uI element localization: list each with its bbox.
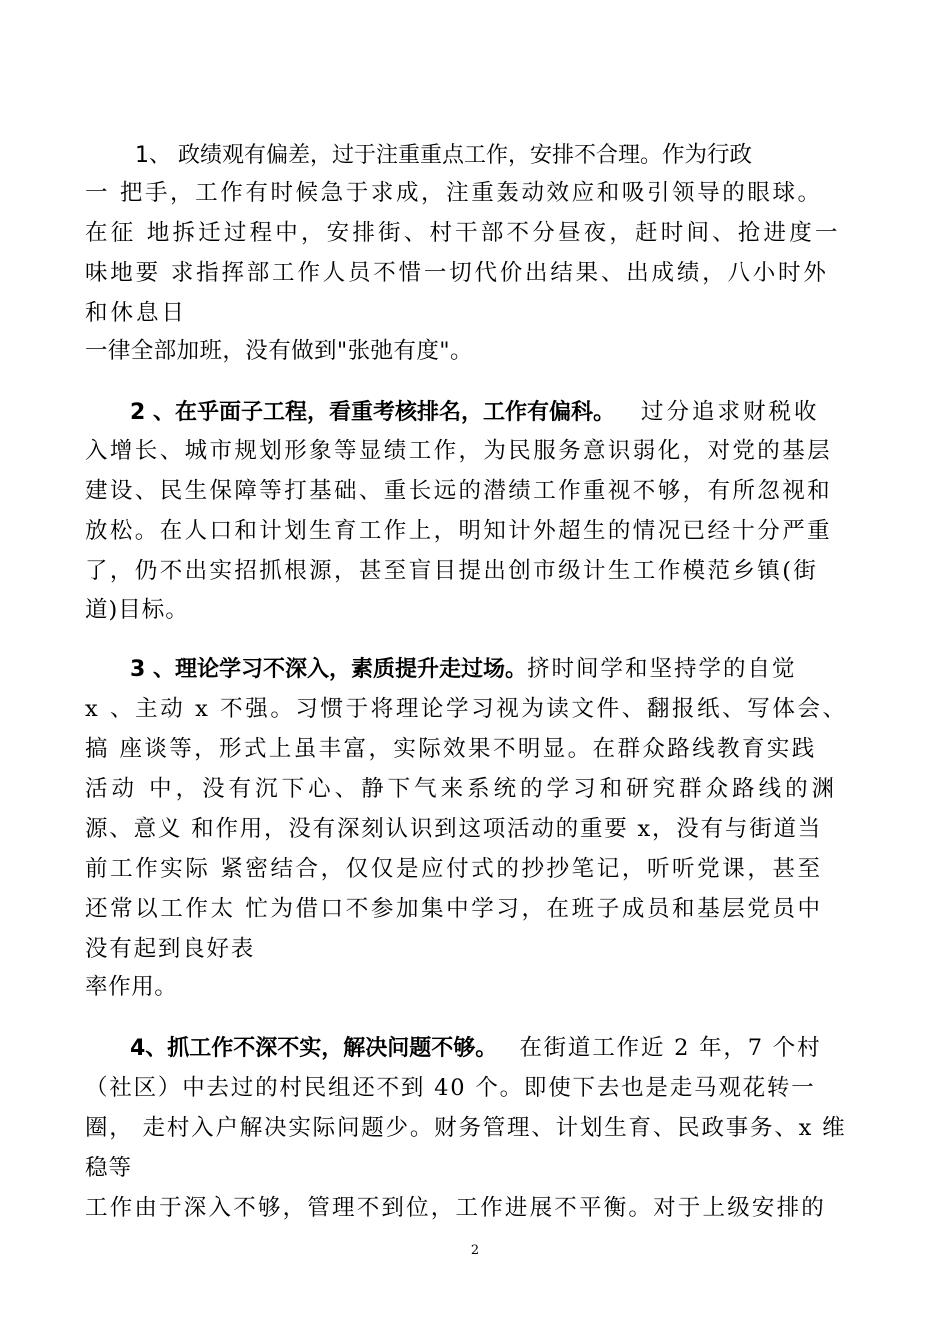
page-number: 2: [470, 1243, 480, 1258]
paragraph-3-line-7: 还常以工作太 忙为借口不参加集中学习，在班子成员和基层党员中: [85, 896, 823, 922]
paragraph-1-line-6: 一律全部加班，没有做到"张弛有度"。: [85, 338, 473, 364]
paragraph-3-line-6: 前工作实际 紧密结合，仅仅是应付式的抄抄笔记，听听党课，甚至: [85, 856, 823, 882]
paragraph-1-line-2: 一 把手，工作有时候急于求成，注重轰动效应和吸引领导的眼球。: [85, 180, 823, 206]
section-2-heading: 2 、在乎面子工程，看重考核排名，工作有偏科。: [130, 400, 615, 425]
paragraph-2-line-3: 建设、民生保障等打基础、重长远的潜绩工作重视不够，有所忽视和: [85, 478, 833, 504]
paragraph-1-line-5: 和休息日: [85, 300, 188, 326]
paragraph-3-line-4: 活动 中，没有沉下心、静下气来系统的学习和研究群众路线的渊: [85, 776, 839, 802]
paragraph-4-line-4: 稳等: [85, 1155, 133, 1181]
paragraph-2-line-1: [130, 395, 819, 429]
paragraph-1-line-1: [135, 138, 895, 172]
paragraph-3-line-9: 率作用。: [85, 974, 178, 1000]
paragraph-2-line-4: 放松。在人口和计划生育工作上，明知计外超生的情况已经十分严重: [85, 518, 833, 544]
paragraph-2-line-6: 道)目标。: [85, 597, 189, 623]
paragraph-3-line-2: x 、主动 x 不强。习惯于将理论学习视为读文件、翻报纸、写体会、: [85, 696, 848, 722]
paragraph-3-line-1: [130, 652, 796, 686]
paragraph-4-line-1: [130, 1031, 821, 1065]
paragraph-1-line-3: 在征 地拆迁过程中，安排街、村干部不分昼夜，赶时间、抢进度一: [85, 220, 841, 246]
paragraph-4-line-3: 圈， 走村入户解决实际问题少。财务管理、计划生育、民政事务、x 维: [85, 1115, 847, 1141]
section-4-text: 在街道工作近 2 年，7 个村: [519, 1035, 822, 1061]
section-2-text: 过分追求财税收: [640, 399, 820, 425]
paragraph-4-line-2: （社区）中去过的村民组还不到 40 个。即使下去也是走马观花转一: [85, 1075, 816, 1101]
paragraph-3-line-3: 搞 座谈等，形式上虽丰富，实际效果不明显。在群众路线教育实践: [85, 736, 817, 762]
paragraph-3-line-8: 没有起到良好表: [85, 936, 256, 962]
section-4-heading: 4、抓工作不深不实，解决问题不够。: [130, 1036, 498, 1061]
section-3-heading: 3 、理论学习不深入，素质提升走过场。: [130, 657, 527, 682]
paragraph-4-line-5: 工作由于深入不够，管理不到位，工作进展不平衡。对于上级安排的: [85, 1195, 827, 1221]
paragraph-2-line-5: 了，仍不出实招抓根源，甚至盲目提出创市级计生工作模范乡镇(街: [85, 558, 819, 584]
paragraph-2-line-2: 入增长、城市规划形象等显绩工作，为民服务意识弱化，对党的基层: [85, 438, 833, 464]
section-1-text: 作为行政: [662, 142, 753, 168]
paragraph-1-line-4: 味地要 求指挥部工作人员不惜一切代价出结果、出成绩，八小时外: [85, 260, 829, 286]
section-1-heading: 1、 政绩观有偏差，过于注重重点工作，安排不合理。: [135, 143, 662, 168]
paragraph-3-line-5: 源、意义 和作用，没有深刻认识到这项活动的重要 x，没有与街道当: [85, 816, 823, 842]
section-3-text: 挤时间学和坚持学的自觉: [526, 656, 797, 682]
